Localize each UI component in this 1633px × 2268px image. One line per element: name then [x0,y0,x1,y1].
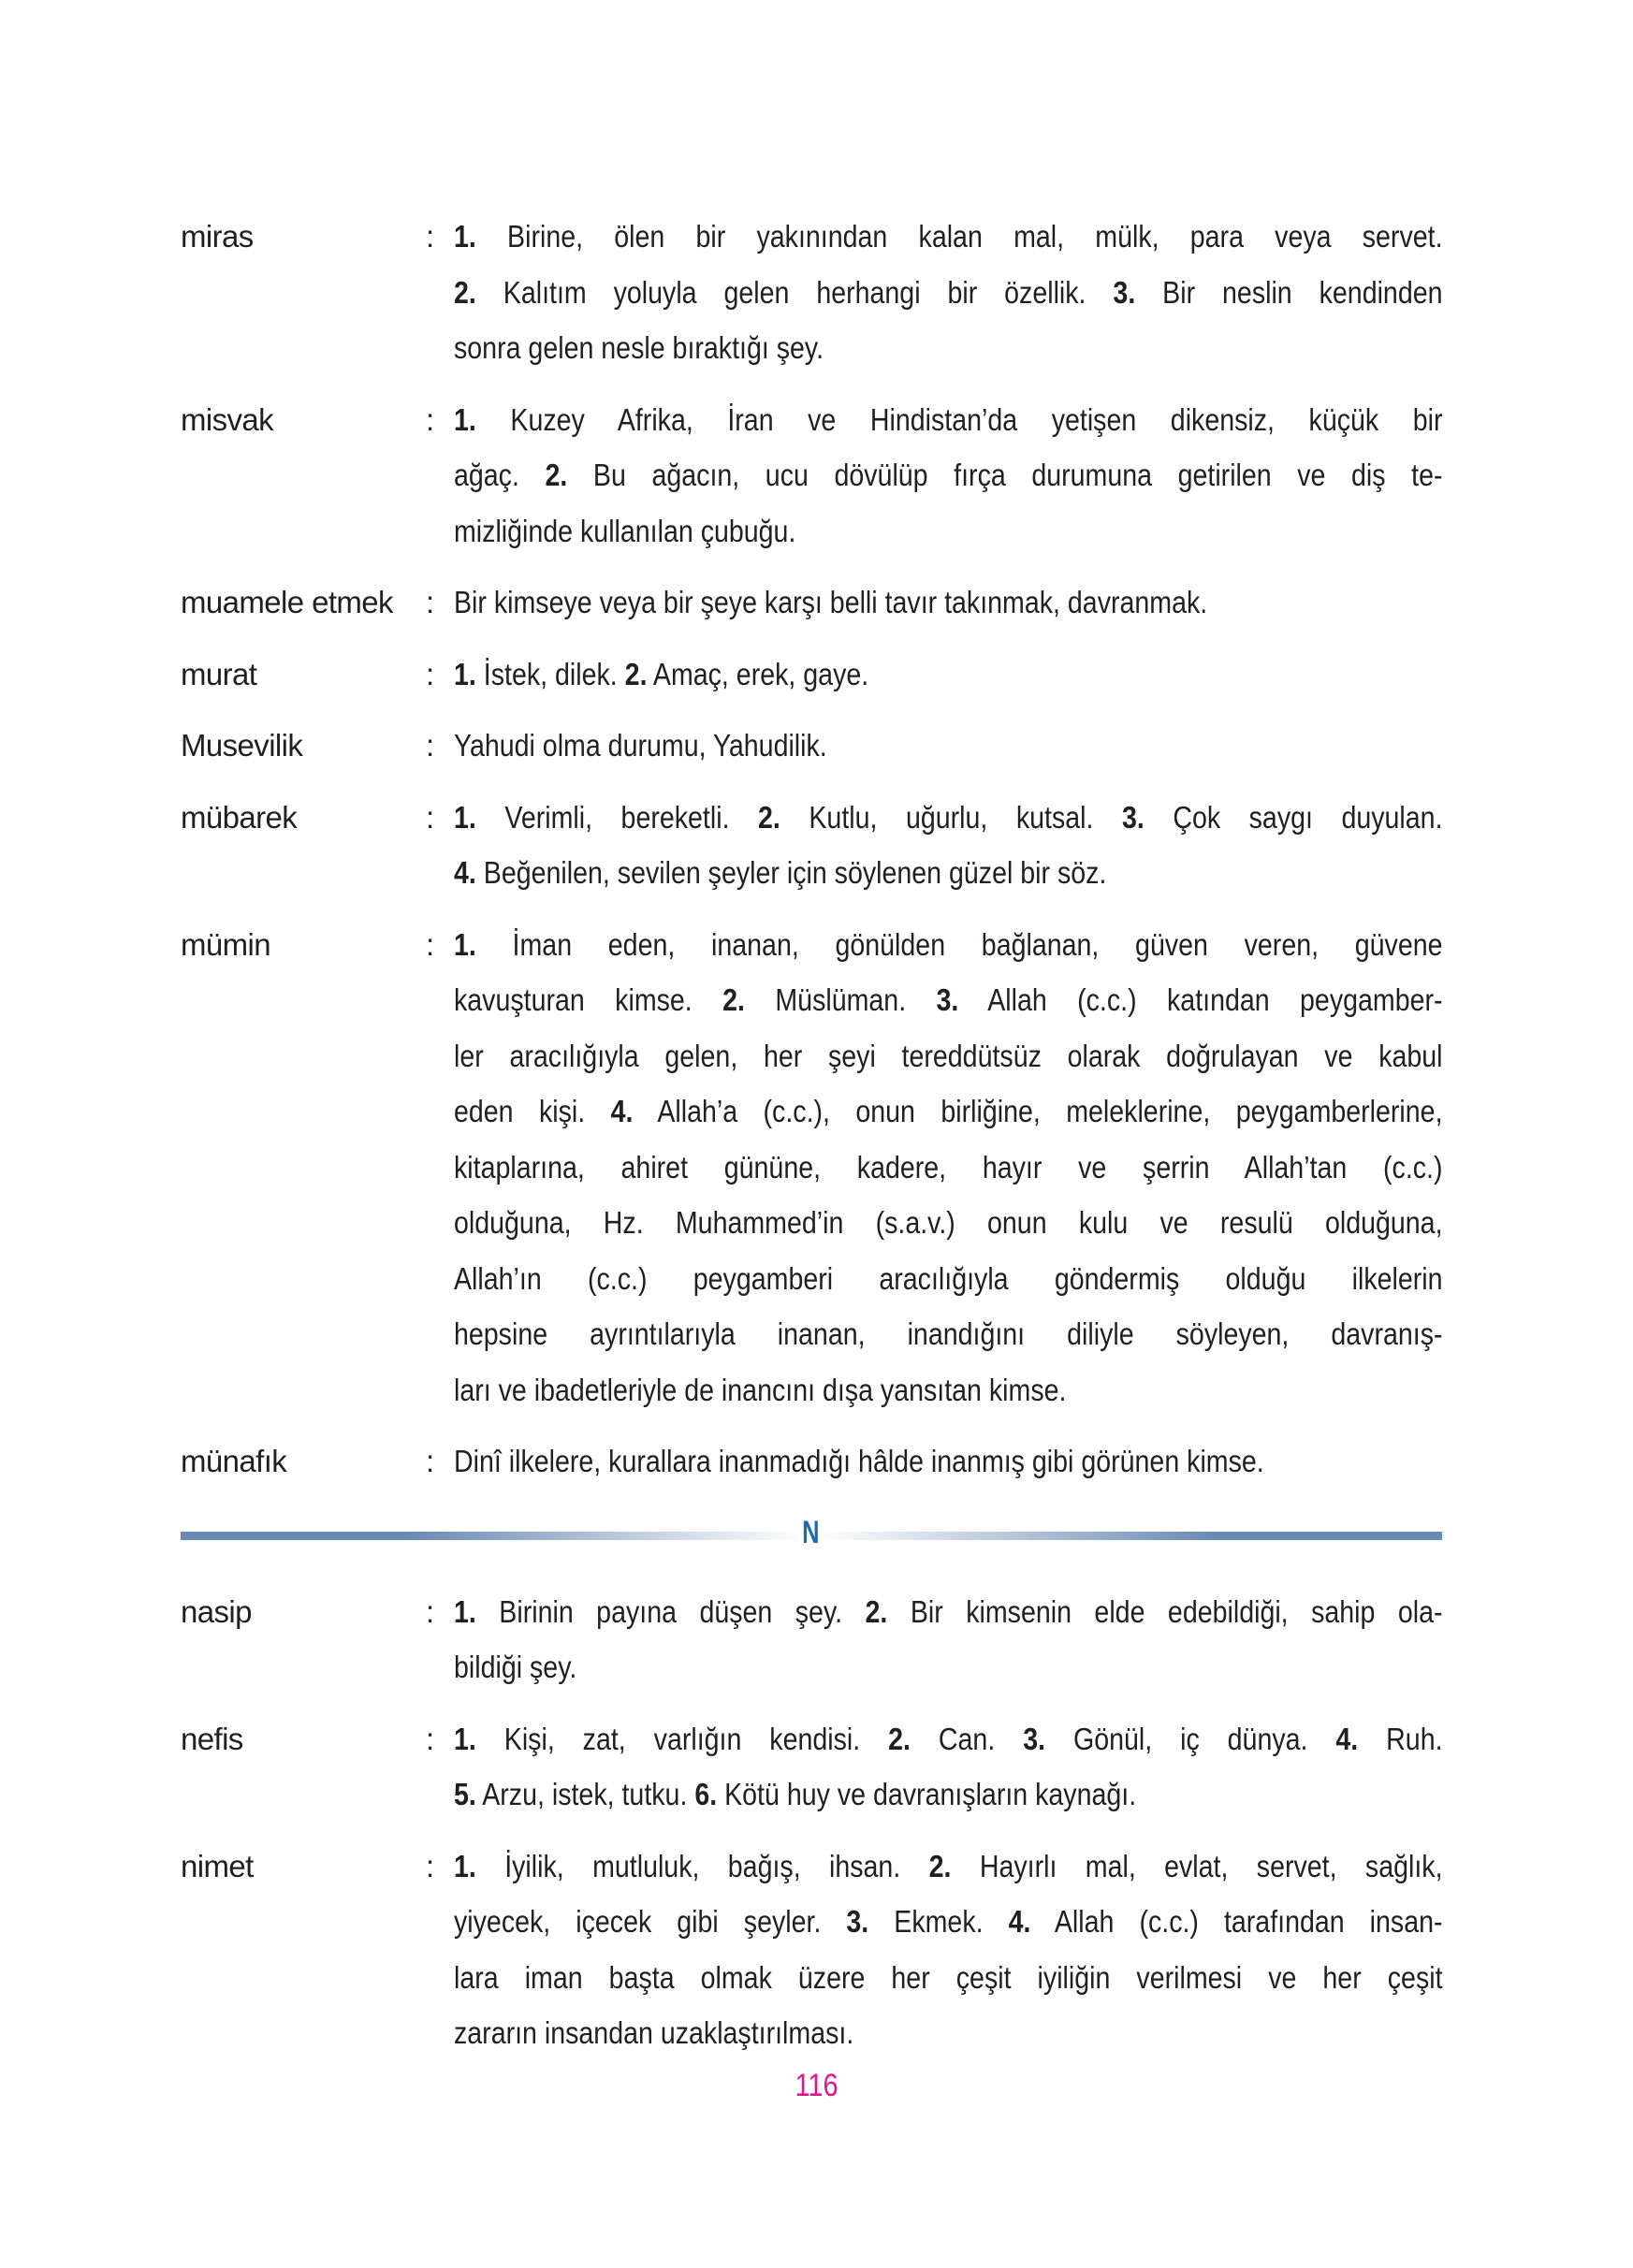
definition-line-text [454,1362,1443,1418]
definition-text: Ruh. [1358,1721,1443,1756]
definition-text: Arzu, istek, tutku. [475,1777,695,1811]
definition-line-text [454,265,1443,321]
definition-line-text [454,647,1443,703]
sense-number: 3. [846,1904,869,1939]
definition-text: ağaç. [454,458,546,492]
sense-number: 1. [454,1848,476,1883]
definition-line [454,209,1442,265]
entry-colon: : [426,1593,435,1629]
glossary-entry [181,1584,1444,1695]
definition-text: Gönül, iç dünya. [1045,1721,1336,1756]
definition-line-text [454,1639,1443,1695]
definition-text: Can. [910,1721,1024,1756]
definition-line [454,265,1442,321]
sense-number: 4. [454,855,476,890]
definition-text: eden kişi. [454,1094,611,1128]
definition-line-text [454,1028,1443,1084]
definition-line [454,1028,1442,1084]
definition-line [454,1433,1442,1490]
sense-number: 4. [610,1094,634,1128]
glossary-entry [181,392,1444,560]
entry-colon: : [426,728,435,763]
definition-line-text [454,1711,1443,1767]
entry-colon: : [426,1848,435,1883]
definition-line-text [454,1950,1443,2006]
definition-line-text [454,503,1443,560]
page-number: 116 [795,2068,838,2103]
definition-line [454,1362,1442,1418]
definition-line-text [454,392,1443,448]
sense-number: 6. [694,1777,718,1811]
definition-text: Ekmek. [868,1904,1009,1939]
definition-text: kavuşturan kimse. [454,982,723,1017]
definition-line [454,1584,1442,1640]
sense-number: 2. [624,656,648,691]
entry-term: Musevilik [181,728,303,763]
glossary-entry [181,718,1444,774]
definition-text: İman eden, inanan, gönülden bağlanan, güven veren, güvene [475,926,1443,962]
definition-text: Verimli, bereketli. [475,799,759,835]
glossary-section-m [181,209,1444,1490]
sense-number: 1. [454,1593,476,1629]
definition-line-text [454,447,1443,503]
entry-colon: : [426,1444,435,1478]
definition-text: Kuzey Afrika, İran ve Hindistan’da yetişen dikensiz, küçük bir [475,401,1443,437]
definition-line-text [454,574,1443,631]
definition-text: ları ve ibadetleriyle de inancını dışa yansıtan kimse. [454,1372,1067,1407]
definition-text: Amaç, erek, gaye. [647,656,869,691]
entry-term: muamele etmek [181,585,393,619]
definition-text: olduğuna, Hz. Muhammed’in (s.a.v.) onun kulu ve resulü olduğuna, [454,1205,1443,1240]
definition-text: Müslüman. [744,982,937,1017]
definition-line-text [454,790,1443,846]
sense-number: 4. [1335,1721,1359,1756]
sense-number: 1. [454,219,476,254]
definition-text: İstek, dilek. [475,656,625,691]
definition-line-text [454,1433,1443,1490]
entry-term: mübarek [181,799,298,835]
glossary-entry [181,1433,1444,1490]
entry-colon: : [426,585,435,619]
entry-term: misvak [181,401,274,437]
definition-text: Bir kimseye veya bir şeye karşı belli tavır takınmak, davranmak. [454,585,1208,619]
definition-text: mizliğinde kullanılan çubuğu. [454,513,796,548]
definition-line-text [454,1251,1443,1307]
definition-text: yiyecek, içecek gibi şeyler. [454,1904,847,1939]
entry-definition [454,718,1442,774]
glossary-entry [181,209,1444,376]
entry-definition [454,1711,1442,1823]
sense-number: 1. [454,926,476,962]
entry-definition [454,209,1442,376]
entry-term: murat [181,656,257,691]
definition-line [454,1894,1442,1950]
definition-text: hepsine ayrıntılarıyla inanan, inandığını diliyle söyleyen, davranış- [454,1316,1443,1351]
definition-line [454,917,1442,973]
definition-line [454,1839,1442,1895]
entry-colon: : [426,401,435,437]
definition-line-text [454,1083,1443,1140]
sense-number: 3. [936,982,959,1017]
definition-text: lara iman başta olmak üzere her çeşit iyiliğin verilmesi ve her çeşit [454,1959,1443,1995]
sense-number: 1. [454,1721,476,1756]
definition-line [454,1950,1442,2006]
sense-number: 2. [758,799,780,835]
entry-colon: : [426,656,435,691]
definition-text: bildiği şey. [454,1650,577,1684]
definition-line-text [454,917,1443,973]
definition-text: Birinin payına düşen şey. [475,1593,866,1629]
definition-line [454,447,1442,503]
entry-definition [454,574,1442,631]
entry-definition [454,392,1442,560]
entry-term: miras [181,219,254,254]
entry-definition [454,1584,1442,1695]
definition-text: Kalıtım yoluyla gelen herhangi bir özellik. [475,274,1114,310]
definition-line-text [454,718,1443,774]
sense-number: 2. [928,1848,952,1883]
entry-colon: : [426,799,435,835]
definition-line [454,1306,1442,1362]
definition-line-text [454,1195,1443,1251]
glossary [181,209,1444,2077]
entry-term: münafık [181,1444,287,1478]
definition-text: Kötü huy ve davranışların kaynağı. [717,1777,1137,1811]
sense-number: 1. [454,401,476,437]
definition-text: Bir neslin kendinden [1135,274,1443,310]
definition-line [454,790,1442,846]
glossary-entry [181,1711,1444,1823]
definition-text: Allah (c.c.) tarafından insan- [1030,1904,1443,1939]
definition-text: Çok saygı duyulan. [1144,799,1443,835]
entry-definition [454,917,1442,1418]
definition-line [454,1711,1442,1767]
definition-text: Allah’ın (c.c.) peygamberi aracılığıyla göndermiş olduğu ilkelerin [454,1260,1443,1296]
sense-number: 1. [454,656,476,691]
definition-text: Bir kimsenin elde edebildiği, sahip ola- [887,1593,1443,1629]
glossary-entry [181,1839,1444,2061]
entry-colon: : [426,1721,435,1756]
definition-line-text [454,209,1443,265]
section-letter: N [798,1515,824,1551]
definition-text: İyilik, mutluluk, bağış, ihsan. [475,1848,929,1883]
sense-number: 2. [454,274,476,310]
definition-line [454,972,1442,1028]
glossary-entry [181,647,1444,703]
definition-text: Hayırlı mal, evlat, servet, sağlık, [951,1848,1443,1883]
definition-line [454,392,1442,448]
sense-number: 2. [545,458,568,492]
definition-text: Yahudi olma durumu, Yahudilik. [454,728,827,763]
entry-term: nimet [181,1848,254,1883]
entry-term: mümin [181,926,271,962]
definition-line [454,2005,1442,2061]
definition-text: Allah’a (c.c.), onun birliğine, meleklerine, peygamberlerine, [633,1094,1443,1128]
definition-text: Birine, ölen bir yakınından kalan mal, mülk, para veya servet. [475,219,1443,254]
sense-number: 3. [1113,274,1136,310]
definition-line-text [454,1766,1443,1823]
definition-text: ler aracılığıyla gelen, her şeyi tereddütsüz olarak doğrulayan ve kabul [454,1038,1443,1073]
sense-number: 5. [454,1777,476,1811]
glossary-entry [181,790,1444,901]
section-divider-n [181,1502,1444,1572]
definition-line [454,320,1442,376]
sense-number: 2. [865,1593,888,1629]
sense-number: 2. [722,982,745,1017]
sense-number: 3. [1121,799,1145,835]
entry-definition [454,647,1442,703]
definition-line-text [454,1839,1443,1895]
definition-line [454,574,1442,631]
glossary-entry [181,574,1444,631]
definition-line [454,647,1442,703]
sense-number: 2. [888,1721,911,1756]
entry-definition [454,1839,1442,2061]
definition-text: Kutlu, uğurlu, kutsal. [780,799,1122,835]
definition-line [454,1083,1442,1140]
definition-line [454,503,1442,560]
entry-definition [454,1433,1442,1490]
glossary-section-n [181,1584,1444,2061]
definition-line-text [454,2005,1443,2061]
definition-line [454,1140,1442,1196]
definition-text: kitaplarına, ahiret gününe, kadere, hayır ve şerrin Allah’tan (c.c.) [454,1149,1443,1185]
entry-term: nefis [181,1721,243,1756]
definition-text: zararın insandan uzaklaştırılması. [454,2015,854,2050]
definition-line [454,1195,1442,1251]
definition-line-text [454,972,1443,1028]
definition-text: Beğenilen, sevilen şeyler için söylenen güzel bir söz. [475,855,1107,890]
definition-line [454,1766,1442,1823]
definition-line-text [454,845,1443,901]
entry-colon: : [426,926,435,962]
definition-line [454,845,1442,901]
definition-text: Allah (c.c.) katından peygamber- [958,982,1443,1017]
definition-text: Kişi, zat, varlığın kendisi. [475,1721,889,1756]
definition-line [454,1251,1442,1307]
entry-definition [454,790,1442,901]
definition-line-text [454,320,1443,376]
sense-number: 3. [1023,1721,1046,1756]
definition-line-text [454,1306,1443,1362]
definition-line [454,718,1442,774]
definition-text: sonra gelen nesle bıraktığı şey. [454,330,824,365]
definition-text: Bu ağacın, ucu dövülüp fırça durumuna getirilen ve diş te- [567,458,1443,492]
definition-line [454,1639,1442,1695]
sense-number: 4. [1008,1904,1031,1939]
sense-number: 1. [454,799,476,835]
entry-colon: : [426,219,435,254]
definition-line-text [454,1140,1443,1196]
definition-line-text [454,1584,1443,1640]
glossary-entry [181,917,1444,1418]
entry-term: nasip [181,1593,252,1629]
definition-text: Dinî ilkelere, kurallara inanmadığı hâlde inanmış gibi görünen kimse. [454,1444,1264,1478]
definition-line-text [454,1894,1443,1950]
